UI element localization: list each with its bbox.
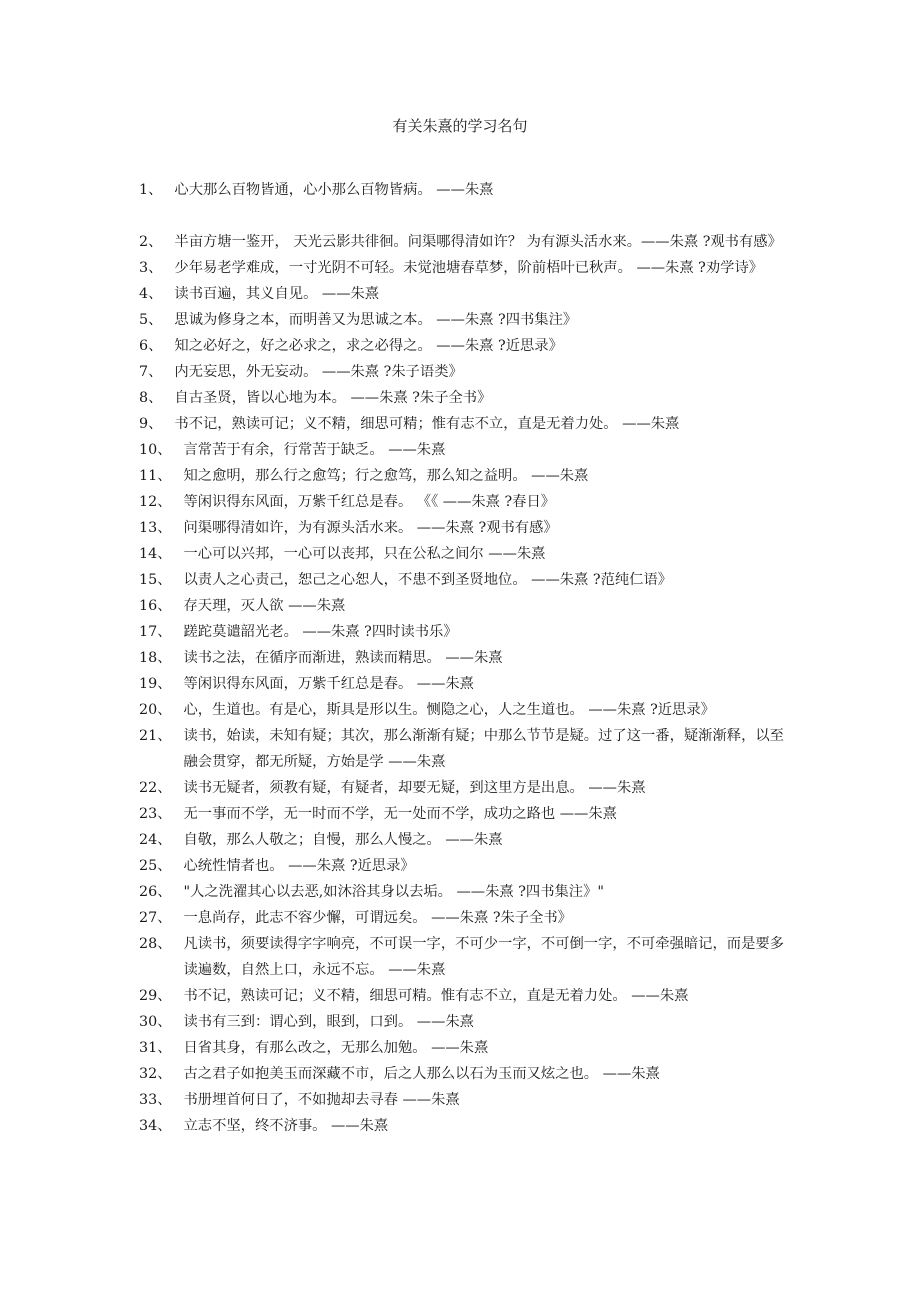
quote-item — [139, 775, 789, 801]
quote-number: 28、 — [139, 936, 172, 952]
quote-number: 17、 — [139, 624, 172, 640]
quote-number: 14、 — [139, 546, 172, 562]
quote-text: 自古圣贤，皆以心地为本。 ——朱熹 ?朱子全书》 — [174, 390, 492, 406]
quote-item — [139, 619, 789, 645]
quote-text: 心统性情者也。 ——朱熹 ?近思录》 — [183, 858, 415, 874]
quote-number: 16、 — [139, 598, 172, 614]
quote-text: 书册埋首何日了，不如抛却去寻春 ——朱熹 — [183, 1092, 460, 1108]
quote-text: 一息尚存，此志不容少懈，可谓远矣。 ——朱熹 ?朱子全书》 — [183, 910, 572, 926]
quote-text: 读书无疑者，须教有疑，有疑者，却要无疑，到这里方是出息。 ——朱熹 — [183, 780, 646, 796]
quote-number: 5、 — [139, 312, 163, 328]
quote-text: 书不记，熟读可记；义不精，细思可精。惟有志不立，直是无着力处。 ——朱熹 — [183, 988, 689, 1004]
quote-item — [139, 1009, 789, 1035]
quote-item — [139, 515, 789, 541]
quote-number: 10、 — [139, 442, 172, 458]
quote-item — [139, 307, 789, 333]
quote-item — [139, 723, 789, 775]
document-title: 有关朱熹的学习名句 — [392, 117, 528, 135]
quote-item — [139, 177, 789, 203]
quote-number: 21、 — [139, 728, 172, 744]
quote-number: 27、 — [139, 910, 172, 926]
quote-item — [139, 437, 789, 463]
quote-text: 心，生道也。有是心，斯具是形以生。恻隐之心，人之生道也。 ——朱熹 ?近思录》 — [183, 702, 715, 718]
quote-text: 以责人之心责己，恕己之心恕人，不患不到圣贤地位。 ——朱熹 ?范纯仁语》 — [183, 572, 673, 588]
quote-item — [139, 593, 789, 619]
quote-item — [139, 1035, 789, 1061]
quote-text: 一心可以兴邦，一心可以丧邦，只在公私之间尔 ——朱熹 — [183, 546, 546, 562]
quote-list — [139, 177, 789, 1139]
quote-number: 1、 — [139, 182, 163, 198]
quote-item — [139, 671, 789, 697]
quote-item — [139, 853, 789, 879]
quote-text: 读书之法，在循序而渐进，熟读而精思。 ——朱熹 — [183, 650, 503, 666]
quote-text: 日省其身，有那么改之，无那么加勉。 ——朱熹 — [183, 1040, 489, 1056]
quote-item — [139, 567, 789, 593]
quote-number: 31、 — [139, 1040, 172, 1056]
quote-number: 32、 — [139, 1066, 172, 1082]
quote-number: 33、 — [139, 1092, 172, 1108]
quote-item — [139, 411, 789, 437]
quote-text: 蹉跎莫谴韶光老。 ——朱熹 ?四时读书乐》 — [183, 624, 458, 640]
quote-item — [139, 1113, 789, 1139]
quote-number: 23、 — [139, 806, 172, 822]
quote-number: 26、 — [139, 884, 172, 900]
quote-text: 读书，始读，未知有疑；其次，那么渐渐有疑；中那么节节是疑。过了这一番，疑渐渐释，以至融会贯穿，都无所疑，方始是学 ——朱熹 — [183, 728, 784, 770]
quote-number: 3、 — [139, 260, 163, 276]
quote-item — [139, 931, 789, 983]
quote-text: 书不记，熟读可记；义不精，细思可精；惟有志不立，直是无着力处。 ——朱熹 — [174, 416, 680, 432]
quote-text: 自敬，那么人敬之；自慢，那么人慢之。 ——朱熹 — [183, 832, 503, 848]
quote-item — [139, 801, 789, 827]
quote-item — [139, 541, 789, 567]
quote-text: 内无妄思，外无妄动。 ——朱熹 ?朱子语类》 — [174, 364, 463, 380]
quote-number: 20、 — [139, 702, 172, 718]
quote-item — [139, 827, 789, 853]
quote-number: 11、 — [139, 468, 172, 484]
quote-number: 4、 — [139, 286, 163, 302]
quote-item — [139, 281, 789, 307]
quote-text: 存天理，灭人欲 ——朱熹 — [183, 598, 346, 614]
quote-item — [139, 879, 789, 905]
quote-number: 8、 — [139, 390, 163, 406]
quote-text: 古之君子如抱美玉而深藏不市，后之人那么以石为玉而又炫之也。 ——朱熹 — [183, 1066, 660, 1082]
quote-number: 15、 — [139, 572, 172, 588]
quote-text: 心大那么百物皆通，心小那么百物皆病。 ——朱熹 — [174, 182, 494, 198]
quote-item — [139, 1061, 789, 1087]
quote-item — [139, 697, 789, 723]
quote-number: 30、 — [139, 1014, 172, 1030]
quote-text: 问渠哪得清如许，为有源头活水来。 ——朱熹 ?观书有感》 — [183, 520, 558, 536]
quote-item — [139, 983, 789, 1009]
quote-item — [139, 489, 789, 515]
quote-text: 凡读书，须要读得字字响亮，不可误一字，不可少一字，不可倒一字，不可牵强暗记，而是要多读遍数，自然上口，永远不忘。 ——朱熹 — [183, 936, 784, 978]
quote-item — [139, 229, 789, 255]
quote-number: 29、 — [139, 988, 172, 1004]
quote-item — [139, 1087, 789, 1113]
quote-number: 9、 — [139, 416, 163, 432]
quote-number: 18、 — [139, 650, 172, 666]
quote-text: 读书有三到：谓心到，眼到，口到。 ——朱熹 — [183, 1014, 474, 1030]
quote-number: 34、 — [139, 1118, 172, 1134]
quote-text: "人之洗濯其心以去恶,如沐浴其身以去垢。 ——朱熹 ?四书集注》" — [183, 884, 604, 900]
quote-text: 思诚为修身之本，而明善又为思诚之本。 ——朱熹 ?四书集注》 — [174, 312, 578, 328]
quote-item — [139, 645, 789, 671]
quote-item — [139, 905, 789, 931]
quote-number: 22、 — [139, 780, 172, 796]
quote-text: 无一事而不学，无一时而不学，无一处而不学，成功之路也 ——朱熹 — [183, 806, 617, 822]
quote-number: 13、 — [139, 520, 172, 536]
quote-item — [139, 463, 789, 489]
quote-text: 言常苦于有余，行常苦于缺乏。 ——朱熹 — [183, 442, 446, 458]
quote-item — [139, 333, 789, 359]
quote-text: 读书百遍，其义自见。 ——朱熹 — [174, 286, 380, 302]
quote-text: 少年易老学难成，一寸光阴不可轻。未觉池塘春草梦，阶前梧叶已秋声。 ——朱熹 ?劝学诗》 — [174, 260, 764, 276]
quote-item — [139, 359, 789, 385]
quote-number: 2、 — [139, 234, 163, 250]
quote-text: 半亩方塘一鉴开， 天光云影共徘徊。问渠哪得清如许？ 为有源头活水来。——朱熹 ?观书有感》 — [174, 234, 782, 250]
quote-number: 25、 — [139, 858, 172, 874]
quote-number: 12、 — [139, 494, 172, 510]
quote-number: 24、 — [139, 832, 172, 848]
quote-text: 等闲识得东风面，万紫千红总是春。 《《 ——朱熹 ?春日》 — [183, 494, 556, 510]
quote-item — [139, 385, 789, 411]
quote-text: 立志不坚，终不济事。 ——朱熹 — [183, 1118, 389, 1134]
quote-number: 7、 — [139, 364, 163, 380]
quote-text: 等闲识得东风面，万紫千红总是春。 ——朱熹 — [183, 676, 474, 692]
quote-number: 6、 — [139, 338, 163, 354]
quote-text: 知之必好之，好之必求之，求之必得之。 ——朱熹 ?近思录》 — [174, 338, 563, 354]
quote-text: 知之愈明，那么行之愈笃；行之愈笃，那么知之益明。 ——朱熹 — [183, 468, 589, 484]
quote-item — [139, 255, 789, 281]
quote-number: 19、 — [139, 676, 172, 692]
